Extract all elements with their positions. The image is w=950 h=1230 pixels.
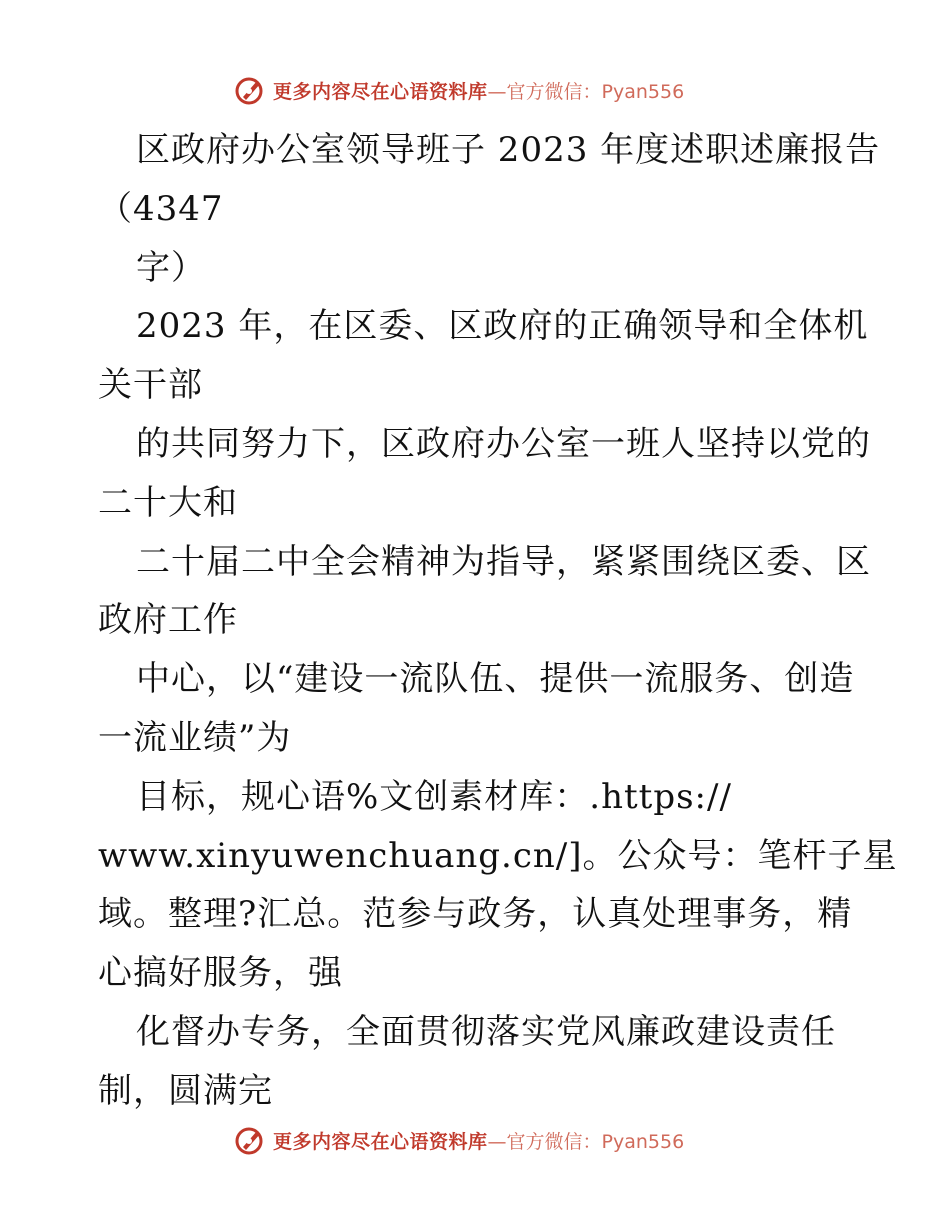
banner-main-text: 更多内容尽在心语资料库 [273, 1130, 488, 1153]
document-line: 关干部 [98, 365, 203, 406]
document-line: 目标，规心语%文创素材库：.https:// [136, 776, 732, 817]
document-line: 区政府办公室领导班子 2023 年度述职述廉报告 [136, 130, 881, 170]
document-body [98, 121, 898, 1121]
banner-main-text: 更多内容尽在心语资料库 [273, 80, 488, 103]
logo-icon [233, 1123, 267, 1157]
document-line: www.xinyuwenchuang.cn/]。公众号：笔杆子星 [98, 835, 898, 876]
banner-sub-text: —官方微信：Pyan556 [487, 80, 685, 103]
document-line: 的共同努力下，区政府办公室一班人坚持以党的 [136, 423, 871, 464]
document-line: 二十大和 [98, 482, 238, 523]
logo-icon [233, 73, 267, 107]
document-line: 化督办专务，全面贯彻落实党风廉政建设责任 [136, 1011, 836, 1052]
document-line: 中心，以“建设一流队伍、提供一流服务、创造 [136, 659, 855, 700]
document-line: 二十届二中全会精神为指导，紧紧围绕区委、区 [136, 541, 871, 582]
document-line: 政府工作 [98, 600, 238, 641]
document-line: 心搞好服务，强 [98, 953, 343, 994]
document-line: 制，圆满完 [98, 1070, 273, 1111]
document-line: 2023 年，在区委、区政府的正确领导和全体机 [136, 306, 869, 347]
document-line: 域。整理?汇总。范参与政务，认真处理事务，精 [98, 894, 853, 935]
banner-sub-text: —官方微信：Pyan556 [487, 1130, 685, 1153]
document-line: 字） [136, 247, 206, 288]
footer-banner [233, 1122, 684, 1158]
header-banner [233, 72, 684, 108]
document-line: 一流业绩”为 [98, 717, 292, 758]
document-line: （4347 [98, 188, 224, 229]
